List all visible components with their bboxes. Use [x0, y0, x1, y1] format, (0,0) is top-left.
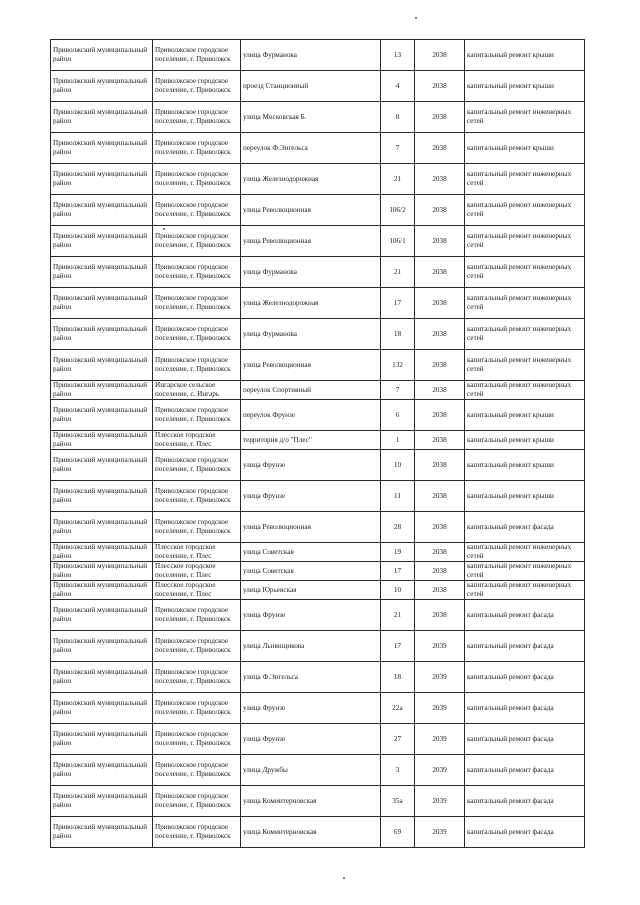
district-cell: Приволжский муниципальный район: [51, 400, 153, 431]
street-cell: улица Фрунзе: [241, 481, 381, 512]
settlement-cell: Плесское городское поселение, г. Плес: [153, 562, 241, 581]
street-cell: улица Фрунзе: [241, 693, 381, 724]
street-cell: улица Революционная: [241, 350, 381, 381]
district-cell: Приволжский муниципальный район: [51, 71, 153, 102]
work-type-cell: капитальный ремонт инженерных сетей: [465, 226, 585, 257]
house-number-cell: 8: [381, 102, 415, 133]
work-type-cell: капитальный ремонт инженерных сетей: [465, 164, 585, 195]
settlement-cell: Приволжское городское поселение, г. Приволжск: [153, 817, 241, 848]
district-cell: Приволжский муниципальный район: [51, 450, 153, 481]
work-type-cell: капитальный ремонт крыши: [465, 481, 585, 512]
street-cell: улица Дружбы: [241, 755, 381, 786]
table-row: [51, 481, 585, 512]
year-cell: 2038: [415, 164, 465, 195]
table-row: [51, 226, 585, 257]
house-number-cell: 106/1: [381, 226, 415, 257]
settlement-cell: Приволжское городское поселение, г. Приволжск: [153, 450, 241, 481]
settlement-cell: Приволжское городское поселение, г. Приволжск: [153, 350, 241, 381]
house-number-cell: 106/2: [381, 195, 415, 226]
work-type-cell: капитальный ремонт фасада: [465, 512, 585, 543]
street-cell: улица Советская: [241, 562, 381, 581]
house-number-cell: 17: [381, 631, 415, 662]
house-number-cell: 22а: [381, 693, 415, 724]
work-type-cell: капитальный ремонт крыши: [465, 71, 585, 102]
table-body: [51, 40, 585, 848]
work-type-cell: капитальный ремонт фасада: [465, 693, 585, 724]
work-type-cell: капитальный ремонт инженерных сетей: [465, 288, 585, 319]
district-cell: Приволжский муниципальный район: [51, 40, 153, 71]
year-cell: 2038: [415, 600, 465, 631]
settlement-cell: Ингарское сельское поселение, с. Ингарь: [153, 381, 241, 400]
district-cell: Приволжский муниципальный район: [51, 512, 153, 543]
work-type-cell: капитальный ремонт фасада: [465, 755, 585, 786]
house-number-cell: 7: [381, 381, 415, 400]
house-number-cell: 1: [381, 431, 415, 450]
work-type-cell: капитальный ремонт крыши: [465, 133, 585, 164]
work-type-cell: капитальный ремонт фасада: [465, 817, 585, 848]
street-cell: переулок Спортивный: [241, 381, 381, 400]
settlement-cell: Плесское городское поселение, г. Плес: [153, 581, 241, 600]
street-cell: улица Московская Б.: [241, 102, 381, 133]
settlement-cell: Приволжское городское поселение, г. Приволжск: [153, 288, 241, 319]
settlement-cell: Приволжское городское поселение, г. Приволжск: [153, 481, 241, 512]
year-cell: 2039: [415, 693, 465, 724]
year-cell: 2038: [415, 543, 465, 562]
year-cell: 2038: [415, 257, 465, 288]
settlement-cell: Приволжское городское поселение, г. Приволжск: [153, 512, 241, 543]
house-number-cell: 10: [381, 581, 415, 600]
district-cell: Приволжский муниципальный район: [51, 562, 153, 581]
settlement-cell: Приволжское городское поселение, г. Приволжск: [153, 631, 241, 662]
work-type-cell: капитальный ремонт фасада: [465, 600, 585, 631]
house-number-cell: 35а: [381, 786, 415, 817]
settlement-cell: Приволжское городское поселение, г. Приволжск: [153, 786, 241, 817]
district-cell: Приволжский муниципальный район: [51, 693, 153, 724]
table-row: [51, 350, 585, 381]
year-cell: 2039: [415, 724, 465, 755]
house-number-cell: 3: [381, 755, 415, 786]
work-type-cell: капитальный ремонт крыши: [465, 431, 585, 450]
street-cell: улица Железнодорожная: [241, 164, 381, 195]
house-number-cell: 10: [381, 450, 415, 481]
street-cell: улица Советская: [241, 543, 381, 562]
work-type-cell: капитальный ремонт инженерных сетей: [465, 257, 585, 288]
settlement-cell: Приволжское городское поселение, г. Приволжск: [153, 71, 241, 102]
table-row: [51, 71, 585, 102]
street-cell: улица Железнодорожная: [241, 288, 381, 319]
year-cell: 2039: [415, 786, 465, 817]
table-row: [51, 381, 585, 400]
district-cell: Приволжский муниципальный район: [51, 195, 153, 226]
year-cell: 2038: [415, 71, 465, 102]
street-cell: улица Фрунзе: [241, 724, 381, 755]
house-number-cell: 4: [381, 71, 415, 102]
year-cell: 2039: [415, 662, 465, 693]
house-number-cell: 132: [381, 350, 415, 381]
street-cell: улица Фурманова: [241, 319, 381, 350]
settlement-cell: Приволжское городское поселение, г. Приволжск: [153, 133, 241, 164]
year-cell: 2039: [415, 631, 465, 662]
district-cell: Приволжский муниципальный район: [51, 600, 153, 631]
street-cell: улица Революционная: [241, 512, 381, 543]
year-cell: 2038: [415, 226, 465, 257]
house-number-cell: 69: [381, 817, 415, 848]
settlement-cell: Приволжское городское поселение, г. Приволжск: [153, 662, 241, 693]
year-cell: 2038: [415, 481, 465, 512]
district-cell: Приволжский муниципальный район: [51, 786, 153, 817]
work-type-cell: капитальный ремонт крыши: [465, 400, 585, 431]
work-type-cell: капитальный ремонт крыши: [465, 40, 585, 71]
table-row: [51, 431, 585, 450]
house-number-cell: 28: [381, 512, 415, 543]
house-number-cell: 21: [381, 600, 415, 631]
work-type-cell: капитальный ремонт инженерных сетей: [465, 350, 585, 381]
house-number-cell: 7: [381, 133, 415, 164]
table-row: [51, 631, 585, 662]
scan-speck: [415, 17, 417, 19]
district-cell: Приволжский муниципальный район: [51, 350, 153, 381]
district-cell: Приволжский муниципальный район: [51, 319, 153, 350]
year-cell: 2039: [415, 817, 465, 848]
table-row: [51, 133, 585, 164]
work-type-cell: капитальный ремонт инженерных сетей: [465, 195, 585, 226]
street-cell: улица Юрьевская: [241, 581, 381, 600]
year-cell: 2038: [415, 581, 465, 600]
house-number-cell: 17: [381, 562, 415, 581]
year-cell: 2038: [415, 381, 465, 400]
house-number-cell: 6: [381, 400, 415, 431]
district-cell: Приволжский муниципальный район: [51, 431, 153, 450]
year-cell: 2038: [415, 102, 465, 133]
district-cell: Приволжский муниципальный район: [51, 288, 153, 319]
settlement-cell: Приволжское городское поселение, г. Приволжск: [153, 693, 241, 724]
street-cell: переулок Фрунзе: [241, 400, 381, 431]
table-row: [51, 288, 585, 319]
house-number-cell: 18: [381, 662, 415, 693]
repair-schedule-table: [50, 39, 585, 848]
table-row: [51, 319, 585, 350]
house-number-cell: 18: [381, 319, 415, 350]
table-row: [51, 543, 585, 562]
table-row: [51, 724, 585, 755]
district-cell: Приволжский муниципальный район: [51, 226, 153, 257]
year-cell: 2038: [415, 450, 465, 481]
work-type-cell: капитальный ремонт фасада: [465, 786, 585, 817]
settlement-cell: Приволжское городское поселение, г. Приволжск: [153, 195, 241, 226]
table-row: [51, 755, 585, 786]
district-cell: Приволжский муниципальный район: [51, 543, 153, 562]
house-number-cell: 17: [381, 288, 415, 319]
table-row: [51, 400, 585, 431]
house-number-cell: 27: [381, 724, 415, 755]
scan-speck: [163, 228, 165, 230]
year-cell: 2038: [415, 319, 465, 350]
work-type-cell: капитальный ремонт инженерных сетей: [465, 381, 585, 400]
year-cell: 2038: [415, 288, 465, 319]
district-cell: Приволжский муниципальный район: [51, 133, 153, 164]
year-cell: 2038: [415, 133, 465, 164]
district-cell: Приволжский муниципальный район: [51, 755, 153, 786]
settlement-cell: Приволжское городское поселение, г. Приволжск: [153, 724, 241, 755]
district-cell: Приволжский муниципальный район: [51, 662, 153, 693]
table-row: [51, 512, 585, 543]
street-cell: улица Коминтерновская: [241, 786, 381, 817]
table-row: [51, 102, 585, 133]
table-row: [51, 662, 585, 693]
district-cell: Приволжский муниципальный район: [51, 631, 153, 662]
table-row: [51, 693, 585, 724]
street-cell: улица Фурманова: [241, 257, 381, 288]
district-cell: Приволжский муниципальный район: [51, 817, 153, 848]
settlement-cell: Приволжское городское поселение, г. Приволжск: [153, 226, 241, 257]
year-cell: 2039: [415, 755, 465, 786]
house-number-cell: 19: [381, 543, 415, 562]
street-cell: территория д/о "Плес": [241, 431, 381, 450]
street-cell: проезд Станционный: [241, 71, 381, 102]
work-type-cell: капитальный ремонт инженерных сетей: [465, 543, 585, 562]
district-cell: Приволжский муниципальный район: [51, 257, 153, 288]
work-type-cell: капитальный ремонт крыши: [465, 450, 585, 481]
house-number-cell: 21: [381, 164, 415, 195]
district-cell: Приволжский муниципальный район: [51, 381, 153, 400]
table-row: [51, 450, 585, 481]
district-cell: Приволжский муниципальный район: [51, 581, 153, 600]
work-type-cell: капитальный ремонт фасада: [465, 724, 585, 755]
table-row: [51, 195, 585, 226]
settlement-cell: Приволжское городское поселение, г. Приволжск: [153, 102, 241, 133]
settlement-cell: Приволжское городское поселение, г. Приволжск: [153, 400, 241, 431]
year-cell: 2038: [415, 431, 465, 450]
street-cell: улица Коминтерновская: [241, 817, 381, 848]
work-type-cell: капитальный ремонт инженерных сетей: [465, 102, 585, 133]
house-number-cell: 21: [381, 257, 415, 288]
year-cell: 2038: [415, 562, 465, 581]
year-cell: 2038: [415, 400, 465, 431]
street-cell: переулок Ф.Энгельса: [241, 133, 381, 164]
scan-speck: [343, 877, 345, 879]
settlement-cell: Приволжское городское поселение, г. Приволжск: [153, 755, 241, 786]
table-row: [51, 600, 585, 631]
work-type-cell: капитальный ремонт фасада: [465, 631, 585, 662]
district-cell: Приволжский муниципальный район: [51, 164, 153, 195]
street-cell: улица Фрунзе: [241, 450, 381, 481]
settlement-cell: Приволжское городское поселение, г. Приволжск: [153, 319, 241, 350]
year-cell: 2038: [415, 195, 465, 226]
work-type-cell: капитальный ремонт инженерных сетей: [465, 319, 585, 350]
table-row: [51, 257, 585, 288]
settlement-cell: Приволжское городское поселение, г. Приволжск: [153, 600, 241, 631]
work-type-cell: капитальный ремонт инженерных сетей: [465, 581, 585, 600]
table-row: [51, 164, 585, 195]
table-row: [51, 786, 585, 817]
district-cell: Приволжский муниципальный район: [51, 724, 153, 755]
settlement-cell: Приволжское городское поселение, г. Приволжск: [153, 257, 241, 288]
street-cell: улица Революционная: [241, 195, 381, 226]
settlement-cell: Приволжское городское поселение, г. Приволжск: [153, 40, 241, 71]
street-cell: улица Льнянщикова: [241, 631, 381, 662]
table-row: [51, 581, 585, 600]
street-cell: улица Фрунзе: [241, 600, 381, 631]
work-type-cell: капитальный ремонт инженерных сетей: [465, 562, 585, 581]
street-cell: улица Революционная: [241, 226, 381, 257]
settlement-cell: Плесское городское поселение, г. Плес: [153, 543, 241, 562]
work-type-cell: капитальный ремонт фасада: [465, 662, 585, 693]
table-row: [51, 562, 585, 581]
settlement-cell: Приволжское городское поселение, г. Приволжск: [153, 164, 241, 195]
year-cell: 2038: [415, 40, 465, 71]
house-number-cell: 13: [381, 40, 415, 71]
year-cell: 2038: [415, 512, 465, 543]
street-cell: улица Фурманова: [241, 40, 381, 71]
table-row: [51, 817, 585, 848]
house-number-cell: 11: [381, 481, 415, 512]
district-cell: Приволжский муниципальный район: [51, 102, 153, 133]
settlement-cell: Плесское городское поселение, г. Плес: [153, 431, 241, 450]
year-cell: 2038: [415, 350, 465, 381]
street-cell: улица Ф.Энгельса: [241, 662, 381, 693]
district-cell: Приволжский муниципальный район: [51, 481, 153, 512]
table-row: [51, 40, 585, 71]
